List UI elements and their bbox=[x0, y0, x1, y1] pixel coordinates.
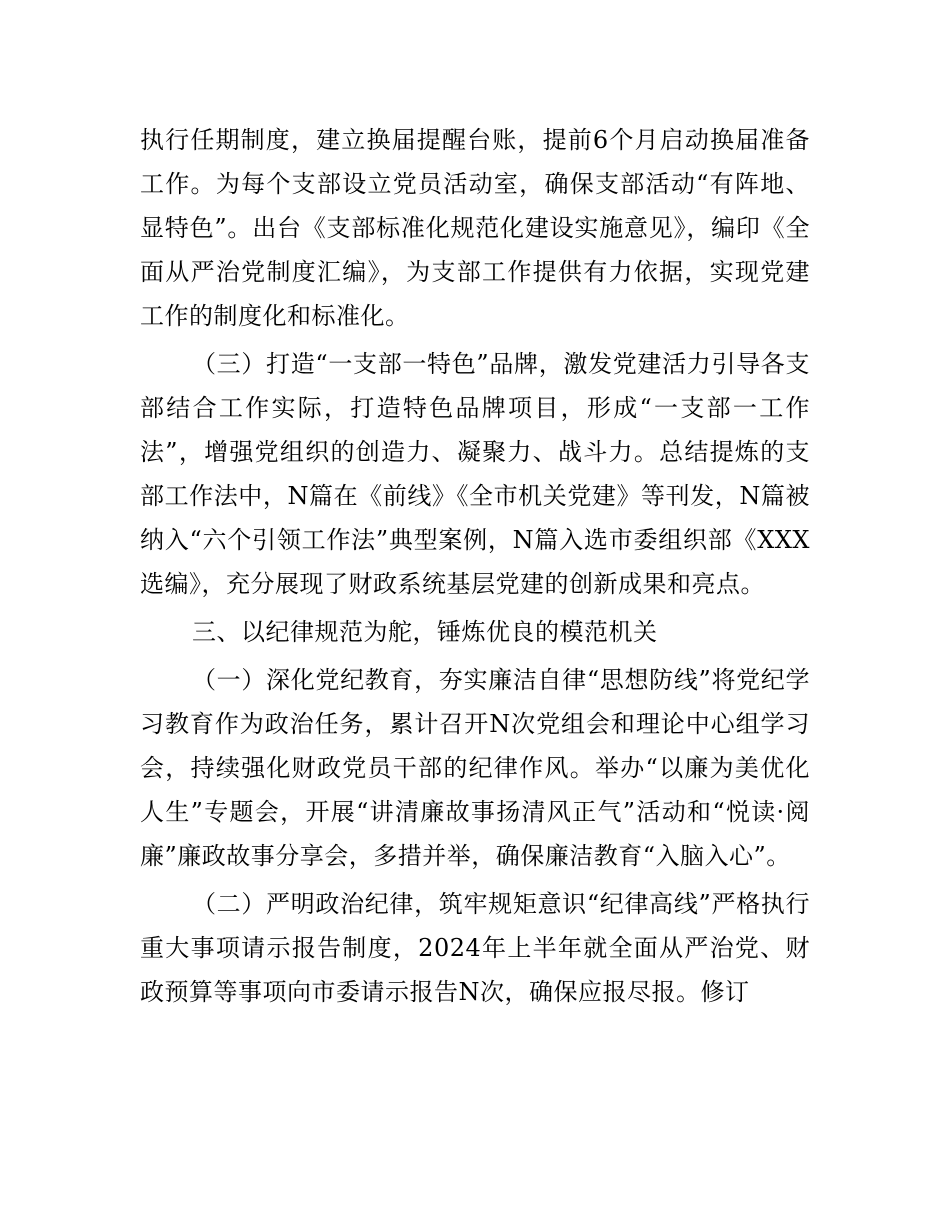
paragraph-continued: 执行任期制度，建立换届提醒台账，提前6个月启动换届准备工作。为每个支部设立党员活动室，确保支部活动“有阵地、显特色”。出台《支部标准化规范化建设实施意见》，编印《全面从严治党制度汇编》，为支部工作提供有力依据，实现党建工作的制度化和标准化。 bbox=[140, 126, 810, 330]
paragraph-section-three-brand: （三）打造“一支部一特色”品牌，激发党建活力引导各支部结合工作实际，打造特色品牌项目，形成“一支部一工作法”，增强党组织的创造力、凝聚力、战斗力。总结提炼的支部工作法中，N篇在《前线》《全市机关党建》等刊发，N篇被纳入“六个引领工作法”典型案例，N篇入选市委组织部《XXX选编》，充分展现了财政系统基层党建的创新成果和亮点。 bbox=[140, 350, 810, 598]
document-body bbox=[140, 118, 810, 1014]
paragraph-political-discipline: （二）严明政治纪律，筑牢规矩意识“纪律高线”严格执行重大事项请示报告制度，2024年上半年就全面从严治党、财政预算等事项向市委请示报告N次，确保应报尽报。修订 bbox=[140, 890, 810, 1006]
paragraph-discipline-education: （一）深化党纪教育，夯实廉洁自律“思想防线”将党纪学习教育作为政治任务，累计召开N次党组会和理论中心组学习会，持续强化财政党员干部的纪律作风。举办“以廉为美优化人生”专题会，开展“讲清廉故事扬清风正气”活动和“悦读·阅廉”廉政故事分享会，多措并举，确保廉洁教育“入脑入心”。 bbox=[140, 666, 810, 870]
section-heading-discipline: 三、以纪律规范为舵，锤炼优良的模范机关 bbox=[192, 618, 658, 646]
